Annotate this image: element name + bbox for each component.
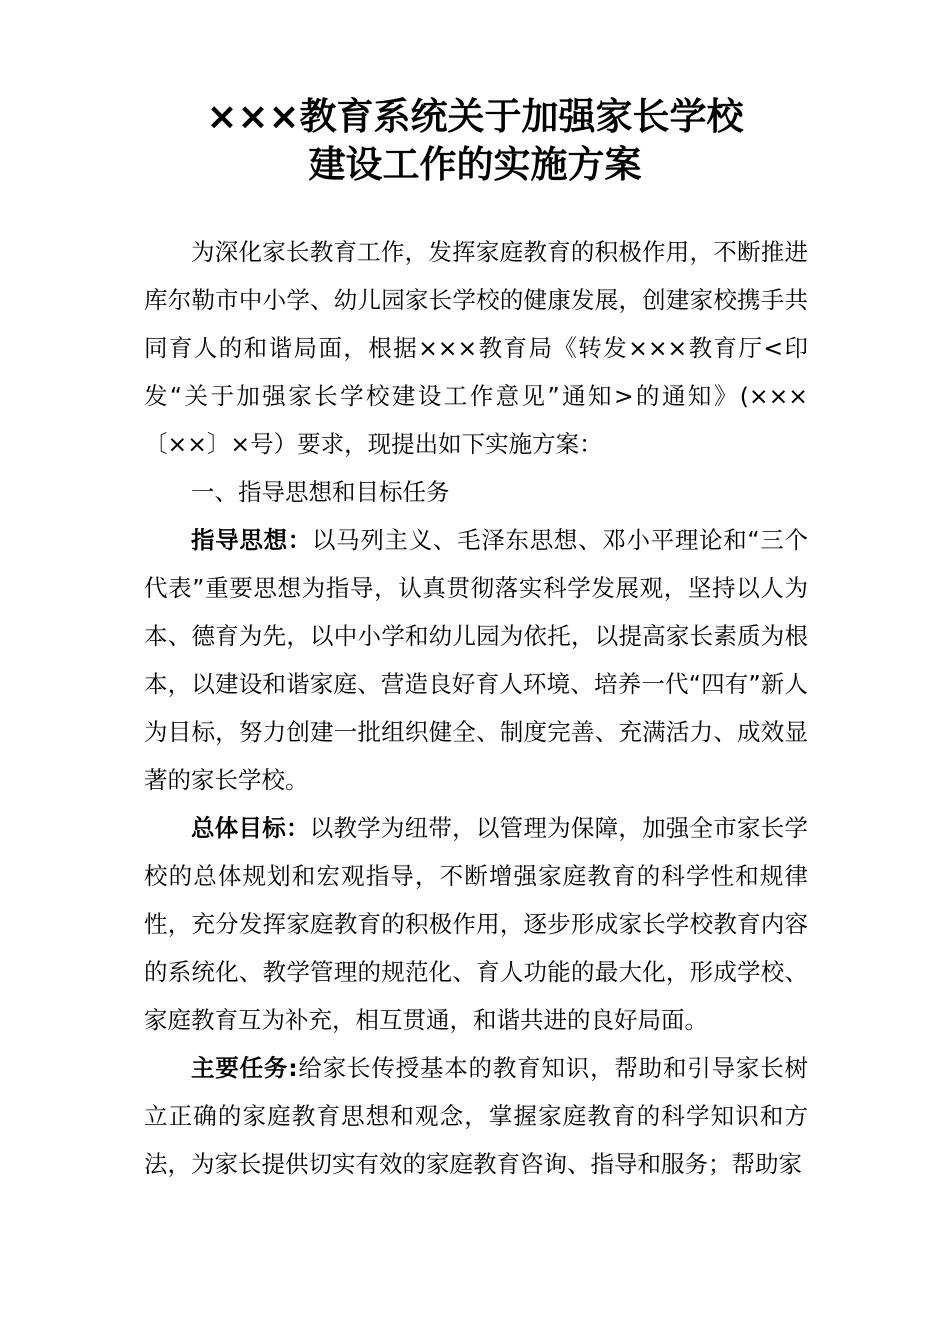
document-title-line2: 建设工作的实施方案 xyxy=(308,143,642,186)
overall-paragraph xyxy=(144,804,808,1044)
guiding-label: 指导思想： xyxy=(191,526,312,554)
overall-text: 以教学为纽带，以管理为保障，加强全市家长学校的总体规划和宏观指导，不断增强家庭教育的科学性和规律性，充分发挥家庭教育的积极作用，逐步形成家长学校教育内容的系统化、教学管理的规范化、育人功能的最大化，形成学校、家庭教育互为补充，相互贯通，和谐共进的良好局面。 xyxy=(144,814,809,1034)
tasks-paragraph xyxy=(144,1044,808,1188)
section-heading: 一、指导思想和目标任务 xyxy=(191,478,450,506)
tasks-label: 主要任务: xyxy=(191,1054,298,1082)
guiding-paragraph xyxy=(144,516,808,804)
document-body xyxy=(144,228,808,1188)
intro-paragraph: 为深化家长教育工作，发挥家庭教育的积极作用，不断推进库尔勒市中小学、幼儿园家长学校的健康发展，创建家校携手共同育人的和谐局面，根据×××教育局《转发×××教育厅<印发“关于加强家长学校建设工作意见”通知>的通知》(×××〔××〕×号）要求，现提出如下实施方案： xyxy=(144,238,808,458)
guiding-text: 以马列主义、毛泽东思想、邓小平理论和“三个代表”重要思想为指导，认真贯彻落实科学发展观，坚持以人为本、德育为先，以中小学和幼儿园为依托，以提高家长素质为根本，以建设和谐家庭、营造良好育人环境、培养一代“四有”新人为目标，努力创建一批组织健全、制度完善、充满活力、成效显著的家长学校。 xyxy=(144,526,808,794)
overall-label: 总体目标： xyxy=(191,814,310,842)
tasks-text: 给家长传授基本的教育知识，帮助和引导家长树立正确的家庭教育思想和观念，掌握家庭教育的科学知识和方法，为家长提供切实有效的家庭教育咨询、指导和服务；帮助家 xyxy=(144,1054,809,1178)
document-title-line1: ×××教育系统关于加强家长学校 xyxy=(206,95,744,138)
